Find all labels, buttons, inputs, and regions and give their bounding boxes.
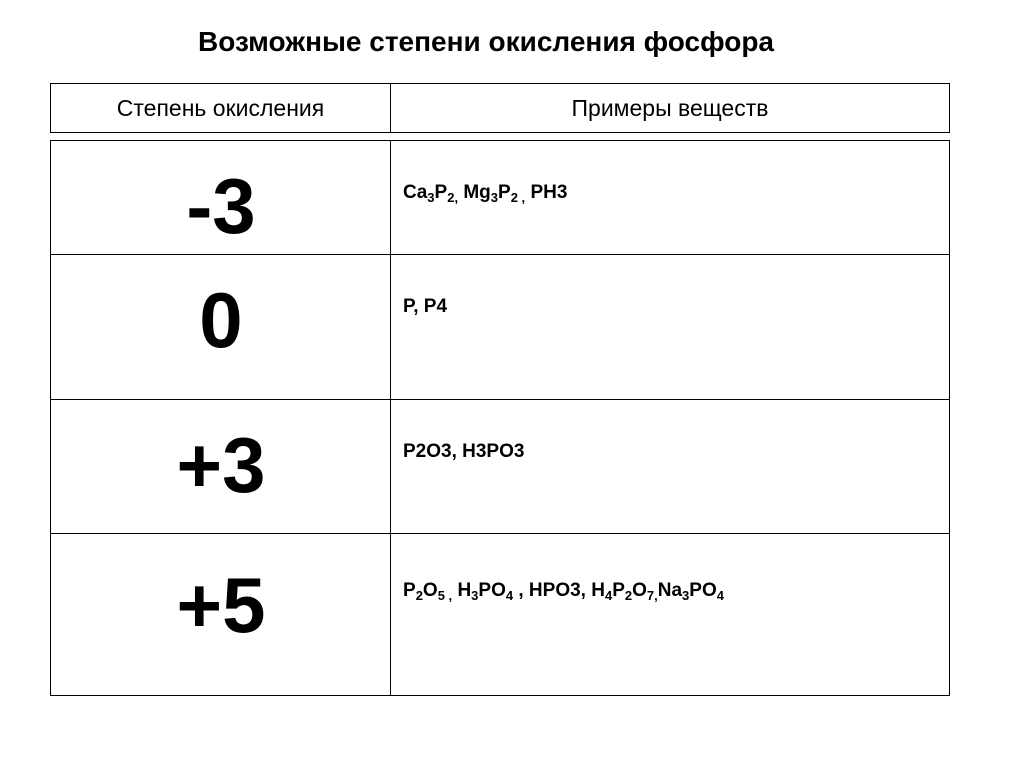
table-row: [51, 254, 949, 399]
examples-formulas: P2O3, H3PO3: [403, 441, 525, 462]
oxidation-state-cell: [51, 534, 391, 695]
oxidation-state-cell: [51, 141, 391, 254]
oxidation-state-cell: [51, 400, 391, 533]
examples-formulas: $Ca_3P_{2,}$ $Mg_3P_{2 ,}$ PH3: [403, 182, 568, 205]
oxidation-table: [50, 140, 950, 696]
oxidation-state-value: -3: [186, 162, 256, 250]
examples-formulas: P, P4: [403, 296, 448, 317]
examples-cell: [391, 534, 949, 695]
header-oxidation-state: Степень окисления: [51, 84, 391, 132]
examples-cell: [391, 141, 949, 254]
oxidation-state-value: 0: [199, 276, 243, 364]
oxidation-state-cell: [51, 255, 391, 399]
table-header: [50, 83, 950, 133]
page-title: Возможные степени окисления фосфора: [197, 26, 774, 57]
examples-cell: [391, 400, 949, 533]
header-examples: Примеры веществ: [571, 94, 769, 121]
oxidation-state-value: +5: [176, 561, 266, 649]
table-row: [51, 533, 949, 695]
oxidation-state-value: +3: [176, 421, 266, 509]
examples-formulas: $P_2O_{5 ,}$ $H_3PO_4$ , HPO3, $H_4P_2O_{7,}Na_3PO_4$: [403, 580, 724, 603]
table-row: [51, 141, 949, 254]
table-row: [51, 399, 949, 533]
examples-cell: [391, 255, 949, 399]
